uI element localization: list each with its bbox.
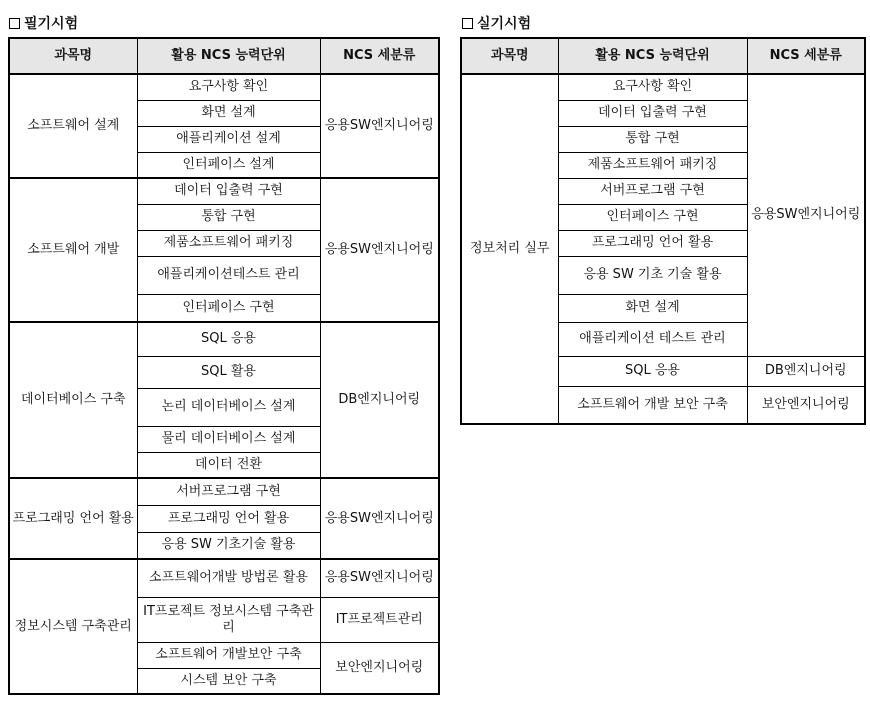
- unit-cell: 인터페이스 구현: [137, 294, 320, 322]
- unit-cell: 응용 SW 기초 기술 활용: [558, 256, 747, 294]
- unit-cell: 프로그래밍 언어 활용: [137, 505, 320, 532]
- unit-cell: 통합 구현: [137, 204, 320, 230]
- table-header-row: [9, 38, 439, 74]
- subject-cell: 소프트웨어 설계: [9, 74, 137, 178]
- unit-cell: 소프트웨어개발 방법론 활용: [137, 559, 320, 597]
- category-cell: 응용SW엔지니어링: [320, 478, 439, 559]
- unit-cell: 시스템 보안 구축: [137, 668, 320, 694]
- written-title-text: 필기시험: [24, 16, 79, 32]
- subject-cell: 소프트웨어 개발: [9, 178, 137, 322]
- unit-cell: 요구사항 확인: [137, 74, 320, 100]
- subject-cell: 프로그래밍 언어 활용: [9, 478, 137, 559]
- unit-cell: 화면 설계: [137, 100, 320, 126]
- subject-cell: 데이터베이스 구축: [9, 322, 137, 478]
- table-header-row: [461, 38, 865, 74]
- unit-cell: 제품소프트웨어 패키징: [558, 152, 747, 178]
- practical-title-text: 실기시험: [477, 16, 532, 32]
- unit-cell: 애플리케이션테스트 관리: [137, 256, 320, 294]
- subject-cell: 정보시스템 구축관리: [9, 559, 137, 694]
- unit-cell: 인터페이스 설계: [137, 152, 320, 178]
- unit-cell: IT프로젝트 정보시스템 구축관리: [137, 597, 320, 642]
- table-row: [9, 478, 439, 505]
- table-row: [9, 178, 439, 204]
- unit-cell: 데이터 입출력 구현: [137, 178, 320, 204]
- practical-section-title: [462, 15, 531, 33]
- checkbox-square-icon: [462, 18, 473, 29]
- unit-cell: SQL 응용: [558, 356, 747, 386]
- unit-cell: 소프트웨어 개발 보안 구축: [558, 386, 747, 424]
- unit-cell: 인터페이스 구현: [558, 204, 747, 230]
- checkbox-square-icon: [9, 18, 20, 29]
- header-category: NCS 세분류: [747, 38, 865, 74]
- category-cell: 보안엔지니어링: [320, 642, 439, 694]
- unit-cell: 제품소프트웨어 패키징: [137, 230, 320, 256]
- unit-cell: SQL 활용: [137, 356, 320, 388]
- header-subject: 과목명: [461, 38, 558, 74]
- table-row: [461, 74, 865, 100]
- category-cell: DB엔지니어링: [747, 356, 865, 386]
- unit-cell: 애플리케이션 테스트 관리: [558, 322, 747, 356]
- unit-cell: 응용 SW 기초기술 활용: [137, 532, 320, 559]
- practical-exam-table: [460, 37, 866, 425]
- unit-cell: 통합 구현: [558, 126, 747, 152]
- category-cell: IT프로젝트관리: [320, 597, 439, 642]
- category-cell: 응용SW엔지니어링: [320, 74, 439, 178]
- unit-cell: 요구사항 확인: [558, 74, 747, 100]
- header-unit: 활용 NCS 능력단위: [558, 38, 747, 74]
- header-category: NCS 세분류: [320, 38, 439, 74]
- written-exam-table: [8, 37, 440, 695]
- subject-cell: 정보처리 실무: [461, 74, 558, 424]
- category-cell: 응용SW엔지니어링: [320, 178, 439, 322]
- unit-cell: 데이터 입출력 구현: [558, 100, 747, 126]
- category-cell: 보안엔지니어링: [747, 386, 865, 424]
- category-cell: 응용SW엔지니어링: [320, 559, 439, 597]
- table-row: [9, 74, 439, 100]
- unit-cell: 애플리케이션 설계: [137, 126, 320, 152]
- category-cell: 응용SW엔지니어링: [747, 74, 865, 356]
- unit-cell: 서버프로그램 구현: [137, 478, 320, 505]
- unit-cell: 데이터 전환: [137, 452, 320, 478]
- header-unit: 활용 NCS 능력단위: [137, 38, 320, 74]
- unit-cell: 화면 설계: [558, 294, 747, 322]
- category-cell: DB엔지니어링: [320, 322, 439, 478]
- written-section-title: [9, 15, 78, 33]
- header-subject: 과목명: [9, 38, 137, 74]
- unit-cell: 프로그래밍 언어 활용: [558, 230, 747, 256]
- unit-cell: 논리 데이터베이스 설계: [137, 388, 320, 426]
- table-row: [9, 559, 439, 597]
- unit-cell: 소프트웨어 개발보안 구축: [137, 642, 320, 668]
- unit-cell: 서버프로그램 구현: [558, 178, 747, 204]
- unit-cell: SQL 응용: [137, 322, 320, 356]
- unit-cell: 물리 데이터베이스 설계: [137, 426, 320, 452]
- table-row: [9, 322, 439, 356]
